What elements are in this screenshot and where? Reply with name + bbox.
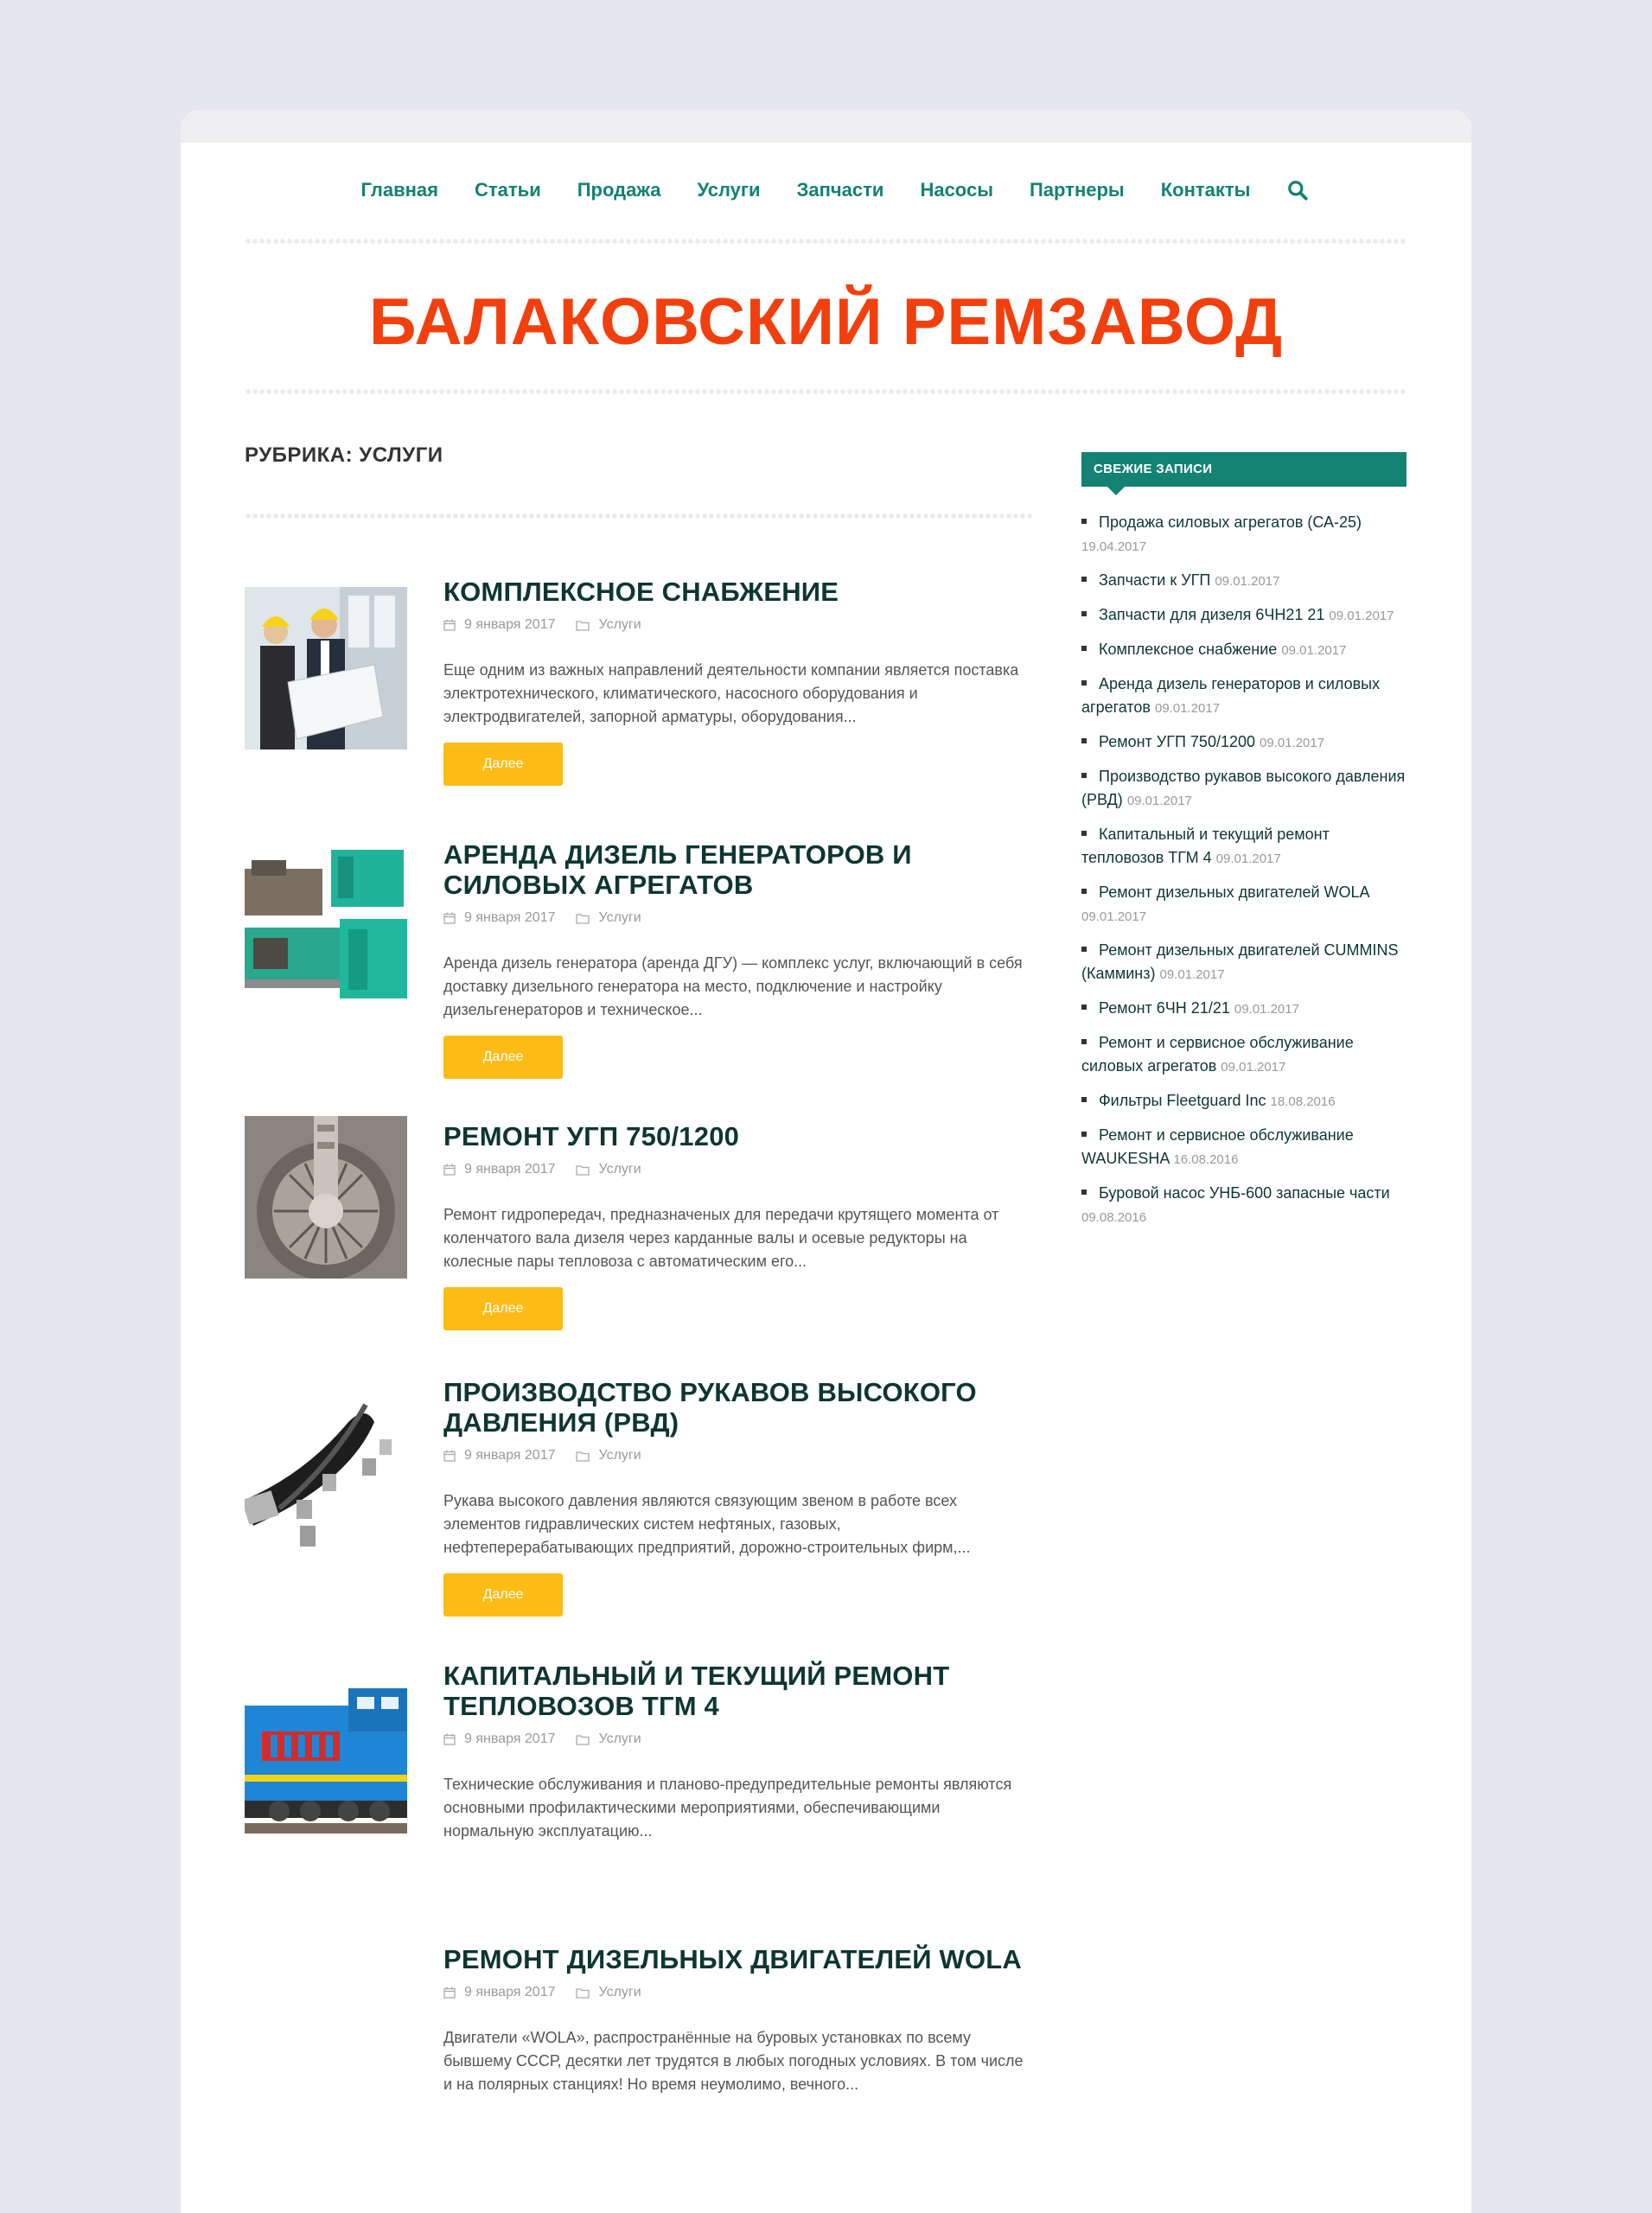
- nav-item-articles[interactable]: Статьи: [475, 179, 541, 201]
- read-more-button[interactable]: Далее: [443, 743, 563, 786]
- post-item: [245, 1377, 1035, 1661]
- post-meta: [443, 1448, 1035, 1464]
- recent-post-link[interactable]: Ремонт и сервисное обслуживание силовых агрегатов: [1081, 1034, 1354, 1075]
- list-item: [1081, 997, 1406, 1021]
- recent-post-link[interactable]: Капитальный и текущий ремонт тепловозов ТГМ 4: [1081, 826, 1330, 866]
- recent-post-date: 09.01.2017: [1155, 701, 1221, 716]
- recent-posts-list: [1081, 511, 1406, 1229]
- list-item: [1081, 1182, 1406, 1229]
- list-item: [1081, 1089, 1406, 1113]
- recent-post-link[interactable]: Продажа силовых агрегатов (СА-25): [1099, 513, 1362, 531]
- recent-post-link[interactable]: Фильтры Fleetguard Inc: [1099, 1092, 1266, 1109]
- list-item: [1081, 603, 1406, 628]
- folder-icon: [576, 1164, 590, 1176]
- recent-post-link[interactable]: Ремонт дизельных двигателей CUMMINS (Камминз): [1081, 941, 1399, 982]
- divider: [245, 388, 1407, 395]
- window-top-bar: [181, 110, 1471, 143]
- recent-post-link[interactable]: Ремонт дизельных двигателей WOLA: [1099, 883, 1369, 901]
- recent-post-date: 09.01.2017: [1234, 1002, 1299, 1017]
- folder-icon: [576, 913, 590, 924]
- list-item: [1081, 939, 1406, 986]
- post-excerpt: Двигатели «WOLA», распространённые на буровых установках по всему бывшему СССР, десятки лет трудятся в любых погодных условиях. В том числе и на полярных станциях! Но время неумолимо, вечного...: [443, 2029, 1024, 2093]
- recent-post-date: 09.01.2017: [1159, 967, 1225, 982]
- post-date[interactable]: 9 января 2017: [464, 1162, 556, 1177]
- post-category[interactable]: Услуги: [598, 617, 641, 632]
- archive-title: РУБРИКА: УСЛУГИ: [245, 443, 443, 467]
- post-item: [245, 1121, 1035, 1377]
- post-category[interactable]: Услуги: [598, 910, 641, 925]
- recent-post-date: 09.01.2017: [1215, 851, 1281, 866]
- list-item: [1081, 673, 1406, 720]
- read-more-button[interactable]: Далее: [443, 1036, 563, 1079]
- list-item: [1081, 765, 1406, 813]
- list-item: [1081, 730, 1406, 755]
- recent-post-date: 16.08.2016: [1173, 1152, 1239, 1167]
- post-thumbnail[interactable]: [245, 843, 407, 1005]
- recent-post-date: 09.01.2017: [1215, 574, 1280, 589]
- post-title[interactable]: КОМПЛЕКСНОЕ СНАБЖЕНИЕ: [443, 577, 839, 607]
- recent-post-date: 09.01.2017: [1081, 909, 1147, 924]
- post-meta: [443, 617, 1035, 633]
- recent-post-date: 09.01.2017: [1221, 1060, 1286, 1075]
- main-column: [245, 443, 1035, 2110]
- calendar-icon: [443, 912, 456, 924]
- calendar-icon: [443, 1987, 456, 1999]
- post-item: [245, 1944, 1035, 2096]
- post-thumbnail[interactable]: [245, 1671, 407, 1834]
- post-thumbnail[interactable]: [245, 1116, 407, 1279]
- post-item: [245, 839, 1035, 1121]
- nav-item-sales[interactable]: Продажа: [577, 179, 661, 201]
- recent-post-date: 18.08.2016: [1270, 1094, 1336, 1109]
- list-item: [1081, 511, 1406, 558]
- recent-post-link[interactable]: Запчасти для дизеля 6ЧН21 21: [1099, 606, 1325, 623]
- post-thumbnail[interactable]: [245, 1387, 407, 1550]
- post-date[interactable]: 9 января 2017: [464, 617, 556, 632]
- post-category[interactable]: Услуги: [598, 1448, 641, 1463]
- post-title[interactable]: РЕМОНТ УГП 750/1200: [443, 1121, 740, 1151]
- post-excerpt: Технические обслуживания и планово-предупредительные ремонты являются основными профилактическими мероприятиями, обеспечивающими нормальную эксплуатацию...: [443, 1776, 1012, 1840]
- nav-item-home[interactable]: Главная: [360, 179, 438, 201]
- calendar-icon: [443, 619, 456, 631]
- calendar-icon: [443, 1450, 456, 1462]
- recent-post-link[interactable]: Комплексное снабжение: [1099, 641, 1278, 658]
- list-item: [1081, 881, 1406, 928]
- folder-icon: [576, 1451, 590, 1462]
- recent-post-link[interactable]: Производство рукавов высокого давления (РВД): [1081, 768, 1406, 808]
- post-excerpt: Еще одним из важных направлений деятельности компании является поставка электротехнического, климатического, насосного оборудования и электродвигателей, запорной арматуры, оборудования...: [443, 661, 1019, 725]
- post-thumbnail[interactable]: [245, 587, 407, 749]
- list-item: [1081, 1031, 1406, 1079]
- browser-window: [181, 110, 1471, 2213]
- post-category[interactable]: Услуги: [598, 1731, 641, 1746]
- main-nav: [245, 143, 1407, 238]
- recent-post-link[interactable]: Ремонт и сервисное обслуживание WAUKESHA: [1081, 1126, 1354, 1167]
- recent-post-date: 09.01.2017: [1126, 794, 1192, 808]
- list-item: [1081, 638, 1406, 662]
- post-meta: [443, 910, 1035, 926]
- nav-item-parts[interactable]: Запчасти: [796, 179, 884, 201]
- post-title[interactable]: КАПИТАЛЬНЫЙ И ТЕКУЩИЙ РЕМОНТ ТЕПЛОВОЗОВ ТГМ 4: [443, 1661, 950, 1721]
- recent-post-link[interactable]: Буровой насос УНБ-600 запасные части: [1099, 1184, 1390, 1202]
- post-date[interactable]: 9 января 2017: [464, 1985, 556, 1999]
- post-excerpt: Рукава высокого давления являются связующим звеном в работе всех элементов гидравлических систем нефтяных, газовых, нефтеперерабатывающих предприятий, дорожно-строительных фирм,...: [443, 1492, 971, 1556]
- folder-icon: [576, 1987, 590, 1999]
- post-title[interactable]: РЕМОНТ ДИЗЕЛЬНЫХ ДВИГАТЕЛЕЙ WOLA: [443, 1944, 1022, 1974]
- recent-post-link[interactable]: Ремонт 6ЧН 21/21: [1099, 999, 1230, 1017]
- post-title[interactable]: АРЕНДА ДИЗЕЛЬ ГЕНЕРАТОРОВ И СИЛОВЫХ АГРЕГАТОВ: [443, 839, 912, 900]
- read-more-button[interactable]: Далее: [443, 1287, 563, 1330]
- search-icon[interactable]: [1286, 179, 1309, 201]
- recent-post-date: 09.08.2016: [1081, 1210, 1147, 1225]
- post-date[interactable]: 9 января 2017: [464, 1448, 556, 1463]
- nav-item-services[interactable]: Услуги: [697, 179, 761, 201]
- recent-post-link[interactable]: Ремонт УГП 750/1200: [1099, 733, 1255, 750]
- divider: [245, 238, 1407, 245]
- list-item: [1081, 823, 1406, 871]
- list-item: [1081, 1124, 1406, 1171]
- read-more-button[interactable]: Далее: [443, 1573, 563, 1617]
- recent-post-date: 09.01.2017: [1260, 736, 1325, 750]
- folder-icon: [576, 620, 590, 631]
- post-title[interactable]: ПРОИЗВОДСТВО РУКАВОВ ВЫСОКОГО ДАВЛЕНИЯ (РВД): [443, 1377, 977, 1438]
- post-meta: [443, 1731, 1035, 1747]
- post-category[interactable]: Услуги: [598, 1985, 641, 1999]
- post-meta: [443, 1985, 1035, 2000]
- calendar-icon: [443, 1164, 456, 1176]
- site-title[interactable]: БАЛАКОВСКИЙ РЕМЗАВОД: [368, 285, 1284, 359]
- nav-item-partners[interactable]: Партнеры: [1029, 179, 1125, 201]
- recent-post-link[interactable]: Аренда дизель генераторов и силовых агрегатов: [1081, 675, 1381, 716]
- page-inner: [245, 143, 1407, 2093]
- post-date[interactable]: 9 января 2017: [464, 910, 556, 925]
- recent-post-date: 09.01.2017: [1329, 609, 1394, 623]
- sidebar: [1081, 452, 1406, 1240]
- recent-post-date: 09.01.2017: [1281, 643, 1347, 658]
- post-category[interactable]: Услуги: [598, 1162, 641, 1177]
- post-item: [245, 577, 1035, 839]
- post-item: [245, 1661, 1035, 1944]
- calendar-icon: [443, 1733, 456, 1745]
- folder-icon: [576, 1734, 590, 1745]
- post-excerpt: Аренда дизель генератора (аренда ДГУ) — комплекс услуг, включающий в себя доставку дизельного генератора на место, подключение и настройку дизельгенераторов и техническое...: [443, 954, 1023, 1018]
- divider: [245, 513, 1035, 520]
- recent-post-date: 19.04.2017: [1081, 539, 1147, 554]
- list-item: [1081, 569, 1406, 593]
- post-date[interactable]: 9 января 2017: [464, 1731, 556, 1746]
- post-meta: [443, 1162, 1035, 1177]
- widget-title: СВЕЖИЕ ЗАПИСИ: [1081, 452, 1406, 487]
- nav-item-contacts[interactable]: Контакты: [1160, 179, 1251, 201]
- nav-item-pumps[interactable]: Насосы: [920, 179, 993, 201]
- post-excerpt: Ремонт гидропередач, предназначеных для передачи крутящего момента от коленчатого вала дизеля через карданные валы и осевые редукторы на колесные пары тепловоза с автоматическим его...: [443, 1206, 999, 1270]
- recent-post-link[interactable]: Запчасти к УГП: [1099, 571, 1211, 589]
